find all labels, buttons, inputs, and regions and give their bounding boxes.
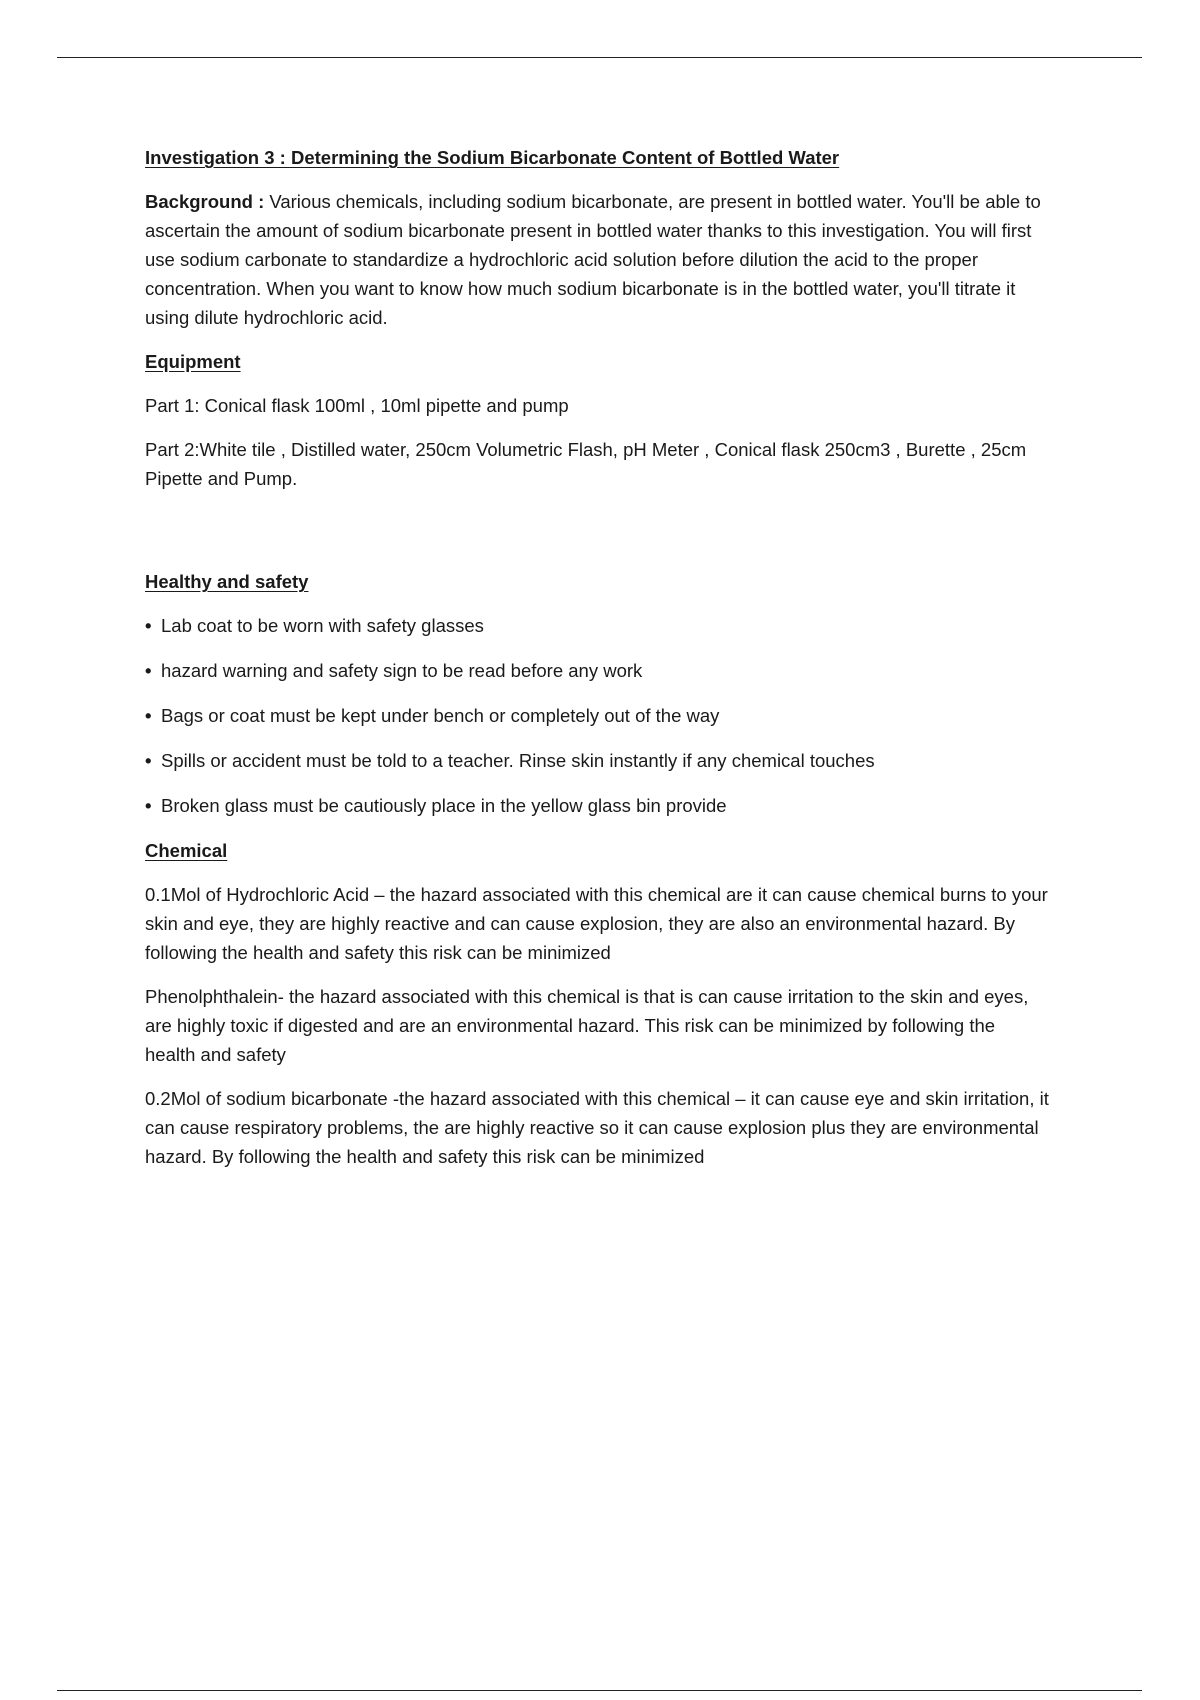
safety-heading: Healthy and safety [145, 571, 309, 592]
chemical-paragraph-hcl: 0.1Mol of Hydrochloric Acid – the hazard associated with this chemical are it can cause chemical burns to your skin and eye, they are highly reactive and can cause explosion, they are also an environmental hazard. By following the health and safety this risk can be minimized [145, 884, 1048, 963]
safety-item: • Broken glass must be cautiously place in the yellow glass bin provide [145, 791, 1050, 820]
background-label: Background : [145, 191, 265, 212]
document-title: Investigation 3 : Determining the Sodium Bicarbonate Content of Bottled Water [145, 147, 840, 168]
chemical-heading: Chemical [145, 840, 228, 861]
bottom-rule [57, 1690, 1142, 1691]
safety-item: • Bags or coat must be kept under bench or completely out of the way [145, 701, 1050, 730]
equipment-heading: Equipment [145, 351, 241, 372]
safety-item: • Lab coat to be worn with safety glasses [145, 611, 1050, 640]
background-text: Various chemicals, including sodium bicarbonate, are present in bottled water. You'll be able to ascertain the amount of sodium bicarbonate present in bottled water thanks to this investigation. You will first use sodium carbonate to standardize a hydrochloric acid solution before dilution the acid to the proper concentration. When you want to know how much sodium bicarbonate is in the bottled water, you'll titrate it using dilute hydrochloric acid. [145, 191, 1041, 328]
document-body [145, 143, 1050, 1186]
safety-list [145, 611, 1050, 820]
equipment-part2: Part 2:White tile , Distilled water, 250cm Volumetric Flash, pH Meter , Conical flask 250cm3 , Burette , 25cm Pipette and Pump. [145, 439, 1027, 489]
top-rule [57, 57, 1142, 58]
safety-item: • Spills or accident must be told to a teacher. Rinse skin instantly if any chemical touches [145, 746, 1050, 775]
chemical-paragraph-phenolphthalein: Phenolphthalein- the hazard associated with this chemical is that is can cause irritation to the skin and eyes, are highly toxic if digested and are an environmental hazard. This risk can be minimized by following the health and safety [145, 986, 1029, 1065]
equipment-part1: Part 1: Conical flask 100ml , 10ml pipette and pump [145, 395, 569, 416]
background-paragraph [145, 187, 1050, 332]
section-spacer [145, 508, 1050, 567]
chemical-paragraph-sodium-bicarbonate: 0.2Mol of sodium bicarbonate -the hazard associated with this chemical – it can cause eye and skin irritation, it can cause respiratory problems, the are highly reactive so it can cause explosion plus they are environmental hazard. By following the health and safety this risk can be minimized [145, 1088, 1049, 1167]
safety-item: • hazard warning and safety sign to be read before any work [145, 656, 1050, 685]
